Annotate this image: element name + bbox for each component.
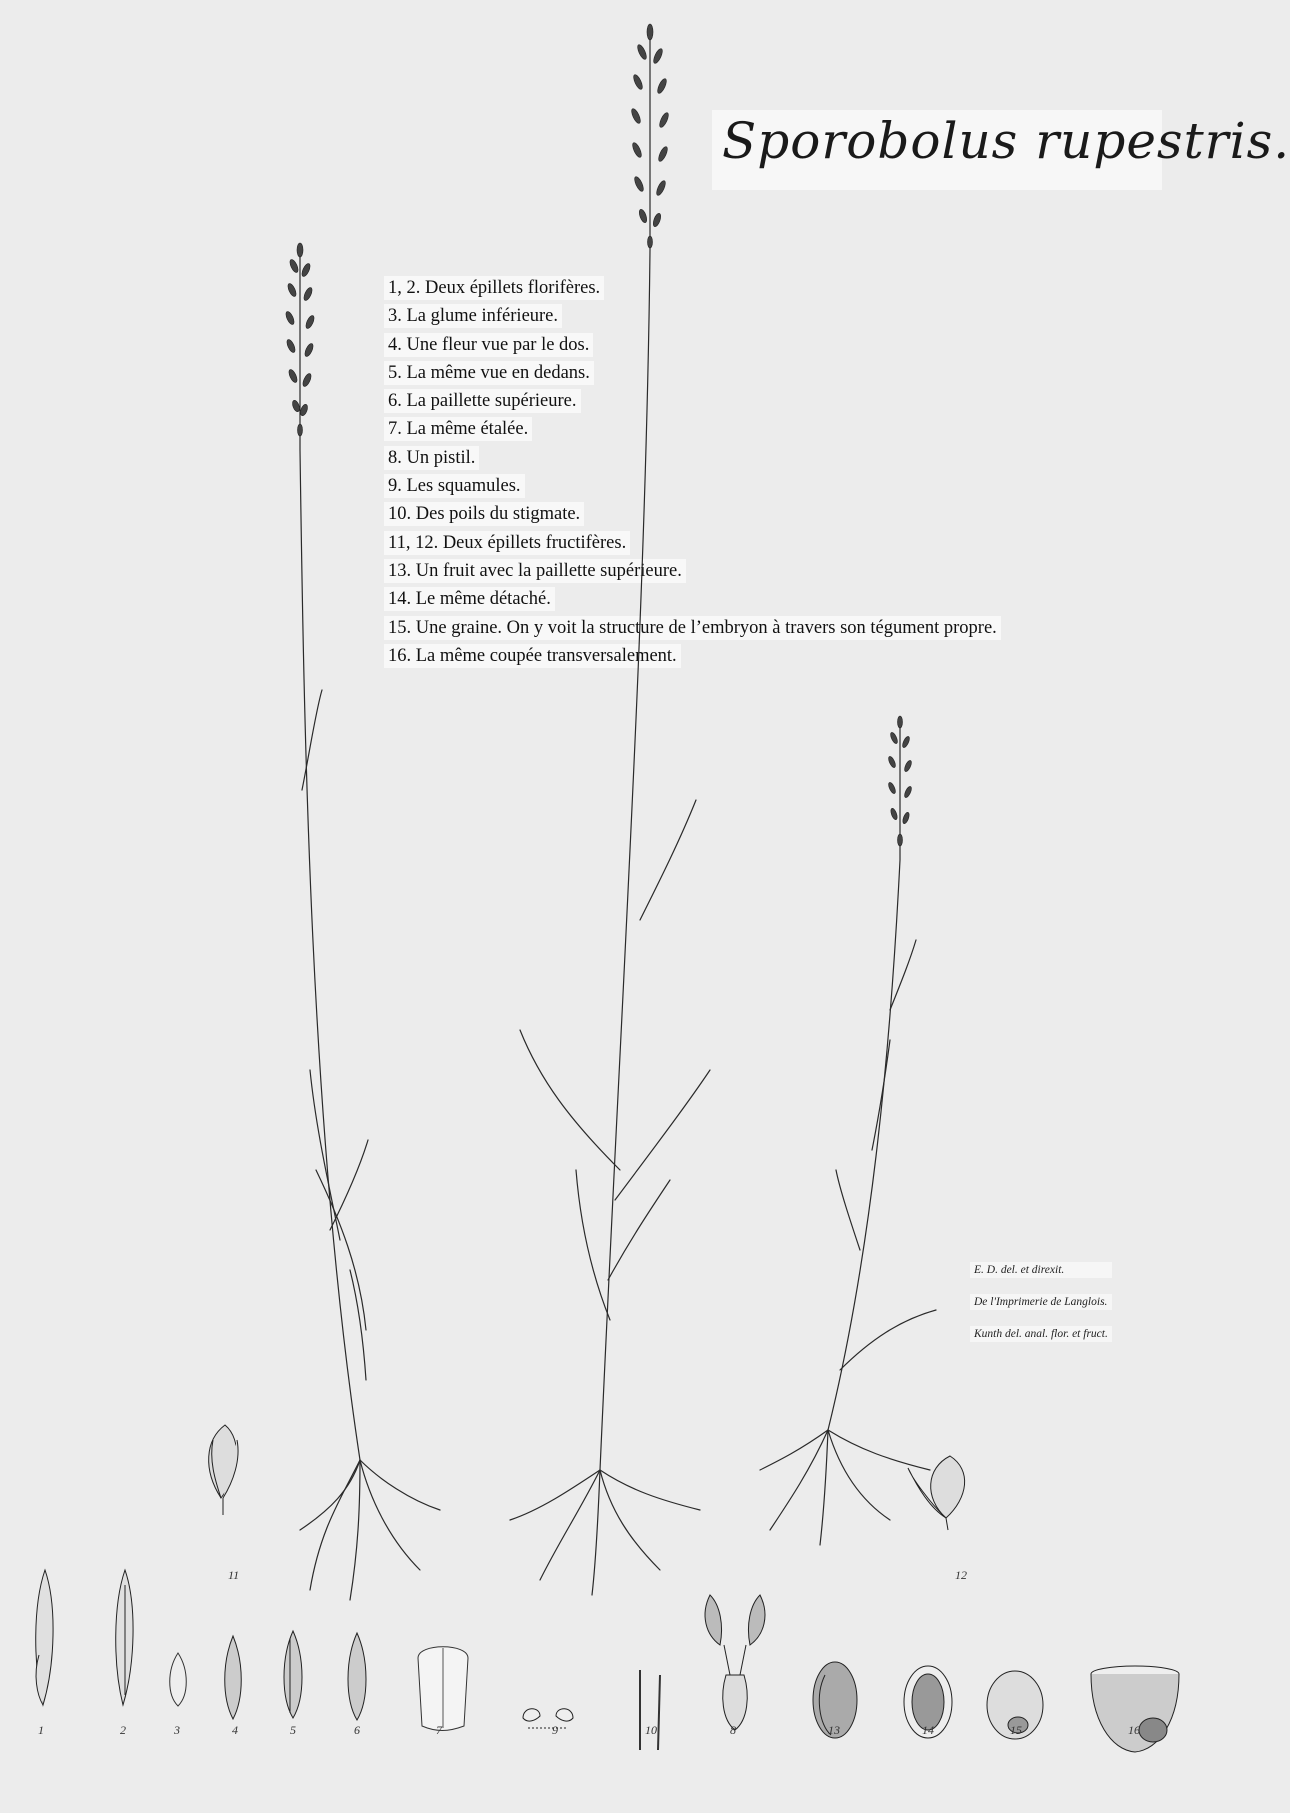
figure-4-flower — [218, 1633, 248, 1723]
figure-12-spikelet — [900, 1448, 980, 1538]
figure-number: 8 — [730, 1723, 736, 1737]
figure-1-spikelet — [25, 1565, 65, 1715]
legend-line: 9. Les squamules. — [384, 474, 1001, 502]
legend-line: 3. La glume inférieure. — [384, 304, 1001, 332]
figure-7-palea-spread — [408, 1638, 478, 1738]
figure-5-flower — [278, 1628, 308, 1723]
legend-line: 11, 12. Deux épillets fructifères. — [384, 531, 1001, 559]
figure-number: 9 — [552, 1723, 558, 1737]
figure-6-palea — [342, 1630, 372, 1725]
legend-line: 10. Des poils du stigmate. — [384, 502, 1001, 530]
figure-10-stigma-hairs — [620, 1665, 680, 1755]
credit-line: Kunth del. anal. flor. et fruct. — [970, 1326, 1112, 1342]
figure-number: 7 — [436, 1723, 442, 1737]
figure-number: 6 — [354, 1723, 360, 1737]
legend-line: 8. Un pistil. — [384, 446, 1001, 474]
legend-line: 6. La paillette supérieure. — [384, 389, 1001, 417]
figure-number: 3 — [174, 1723, 180, 1737]
figure-number: 5 — [290, 1723, 296, 1737]
figure-number: 12 — [955, 1568, 967, 1582]
legend-line: 7. La même étalée. — [384, 417, 1001, 445]
figure-8-pistil — [690, 1585, 780, 1735]
figure-number: 11 — [228, 1568, 240, 1582]
figure-16-seed-section — [1085, 1660, 1185, 1760]
figure-number: 10 — [645, 1723, 657, 1737]
legend-line: 5. La même vue en dedans. — [384, 361, 1001, 389]
figure-number: 2 — [120, 1723, 126, 1737]
grass-plant-center — [500, 20, 720, 1600]
legend-line: 16. La même coupée transversalement. — [384, 644, 1001, 672]
figure-number: 4 — [232, 1723, 238, 1737]
figure-3-glume — [163, 1650, 193, 1710]
figure-number: 14 — [922, 1723, 934, 1737]
legend-line: 14. Le même détaché. — [384, 587, 1001, 615]
legend-line: 13. Un fruit avec la paillette supérieure. — [384, 559, 1001, 587]
figure-2-spikelet — [105, 1565, 145, 1715]
grass-plant-right — [760, 710, 960, 1550]
credit-line: De l'Imprimerie de Langlois. — [970, 1294, 1112, 1310]
credits — [970, 1262, 1112, 1358]
legend-line: 4. Une fleur vue par le dos. — [384, 333, 1001, 361]
figure-9-squamules — [518, 1698, 578, 1738]
credit-line: E. D. del. et direxit. — [970, 1262, 1112, 1278]
figure-number: 15 — [1010, 1723, 1022, 1737]
figure-number: 16 — [1128, 1723, 1140, 1737]
plate-title: Sporobolus rupestris. — [722, 112, 1290, 170]
figure-number: 13 — [828, 1723, 840, 1737]
legend-line: 1, 2. Deux épillets florifères. — [384, 276, 1001, 304]
figure-11-spikelet — [195, 1420, 255, 1520]
figure-number: 1 — [38, 1723, 44, 1737]
legend-line: 15. Une graine. On y voit la structure de l’embryon à travers son tégument propre. — [384, 616, 1001, 644]
grass-plant-left — [270, 230, 450, 1610]
